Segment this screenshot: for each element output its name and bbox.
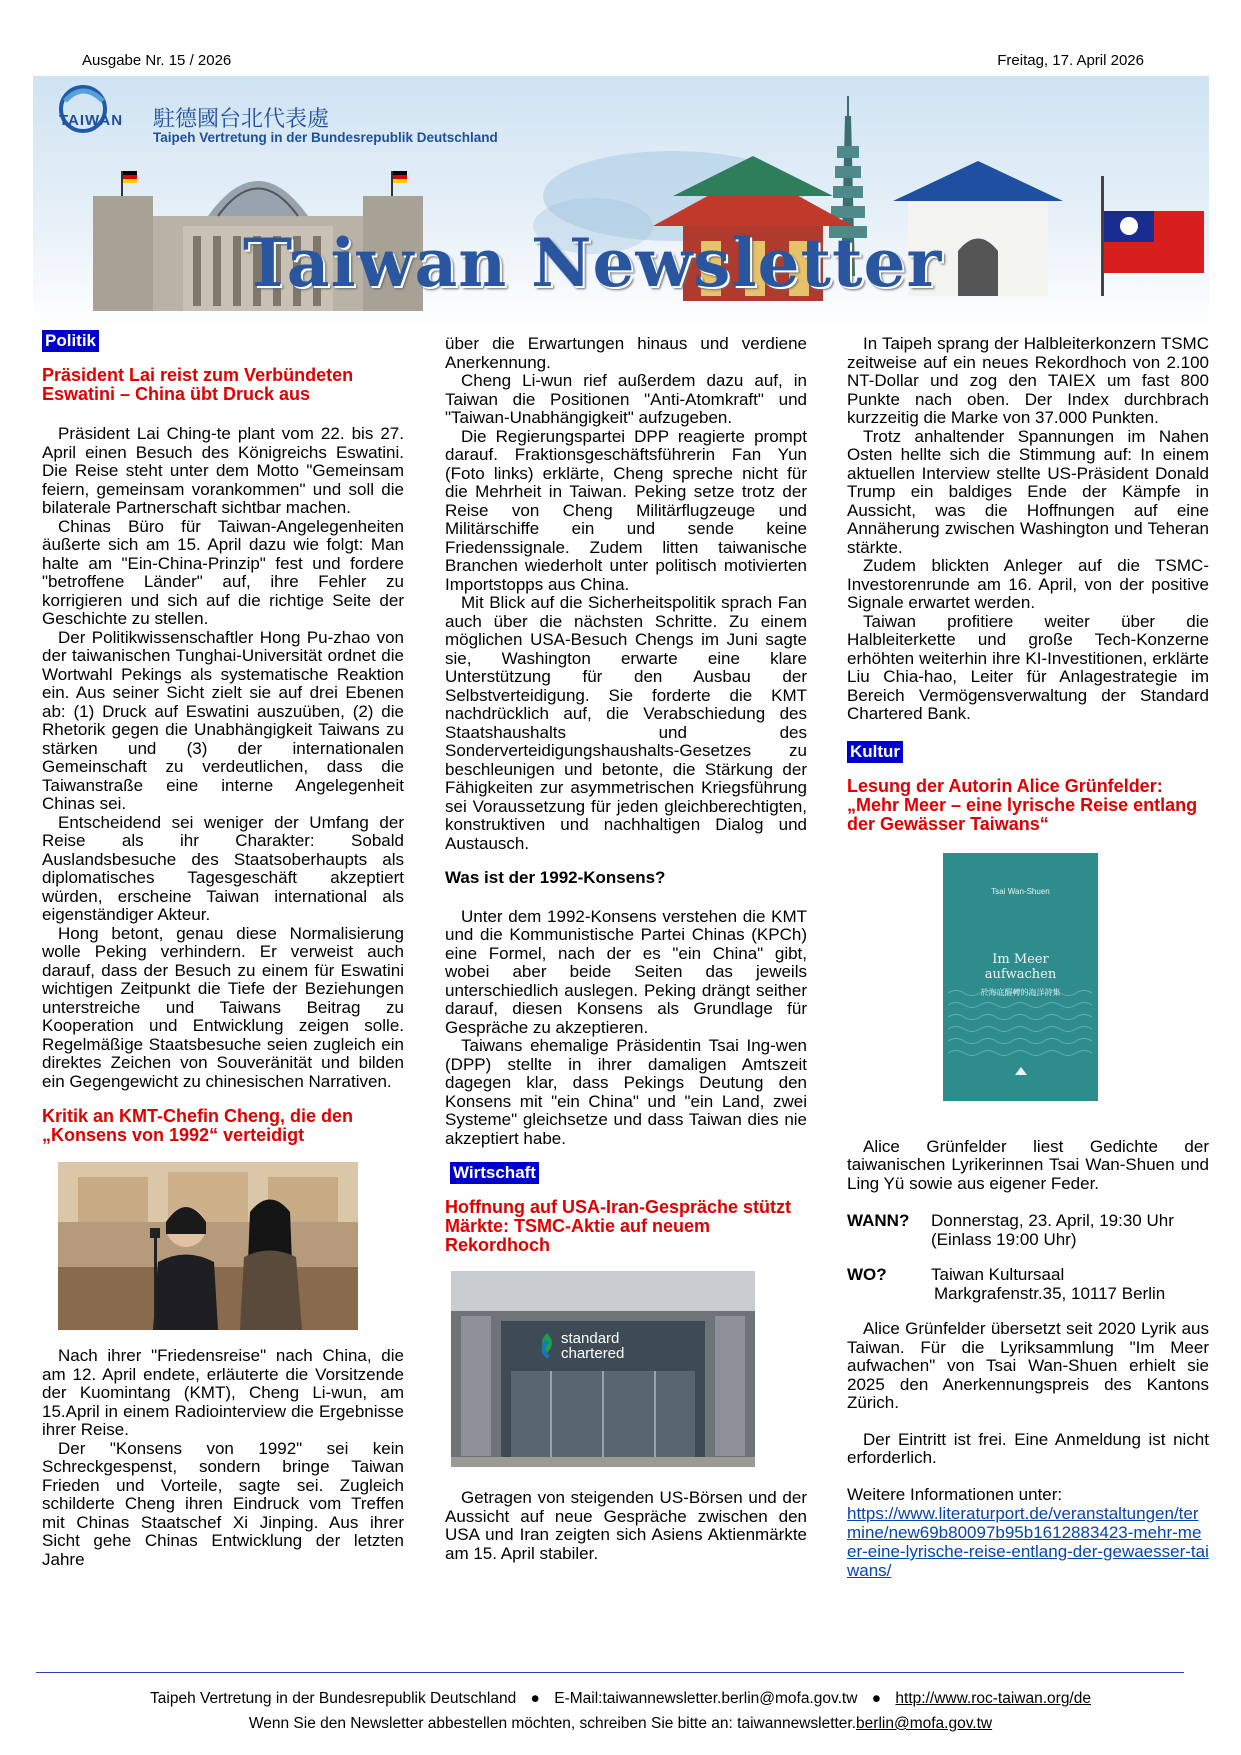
unsubscribe-text: Wenn Sie den Newsletter abbestellen möchten, schreiben Sie bitte an: taiwannewsletter. (248, 1715, 857, 1732)
footer-divider (36, 1672, 1184, 1673)
photo-building-drawing (451, 1271, 755, 1467)
when-value: Donnerstag, 23. April, 19:30 Uhr (931, 1211, 1174, 1230)
paragraph: Hong betont, genau diese Normalisierung wolle Peking verhindern. Er verweist auch darauf, dass der Besuch zu einem für Eswatini wichtigen Zeitpunkt die Tiefe der Beziehungen unterstreiche und Taiwans Beitrag zu Kooperation und Entwicklung zeigen solle. Regelmäßige Staatsbesuche seien zugleich ein direktes Zeichen von Souveränität und bilden ein Gegengewicht zu chinesischen Narrativen. (42, 923, 404, 1091)
section-label-politik: Politik (42, 330, 99, 352)
column-3 (847, 330, 1209, 1580)
paragraph: Getragen von steigenden US-Börsen und der Aussicht auf neue Gespräche zwischen den USA und Iran zeigten sich Asiens Aktienmärkte am 15. April stabiler. (445, 1488, 807, 1563)
paragraph: Zudem blickten Anleger auf die TSMC-Investorenrunde am 16. April, von der positive Signale erwartet werden. (847, 556, 1209, 612)
paragraph: Taiwan profitiere weiter über die Halbleiterkette und große Tech-Konzerne erhöhten weiterhin ihre KI-Investitionen, erklärte Liu Chia-hao, Leiter für Anlagestrategie im Bereich Vermögensverwaltung der Standard Chartered Bank. (847, 611, 1209, 723)
column-2 (445, 330, 807, 1563)
bank-sign: standard chartered (561, 1330, 625, 1362)
paragraph: über die Erwartungen hinaus und verdiene Anerkennung. (445, 334, 807, 372)
issue-date: Freitag, 17. April 2026 (997, 52, 1144, 69)
event-when (847, 1211, 1209, 1230)
newsletter-banner (33, 76, 1209, 328)
headline-kmt-cheng: Kritik an KMT-Chefin Cheng, die den „Konsens von 1992“ verteidigt (42, 1106, 354, 1145)
paragraph: Mit Blick auf die Sicherheitspolitik sprach Fan auch über die nächsten Schritte. Zu einem möglichen USA-Besuch Chengs im Juni sagte sie, Washington erwarte eine klare Unterstützung für den Ausbau der Selbstverteidigung. Sie forderte die KMT nachdrücklich auf, die Verabschiedung des Staatshaushalts und des Sonderverteidigungshaushalts-Gesetzes zu beschleunigen und betonte, die Stärkung der Fähigkeiten zur asymmetrischen Kriegsführung sei Voraussetzung für jeden gleichberechtigten, konstruktiven und nachhaltigen Dialog und Austausch. (445, 593, 807, 853)
where-address: Markgrafenstr.35, 10117 Berlin (934, 1284, 1166, 1303)
book-subtitle-cn: 於海底醒轉的海洋詩集 (980, 987, 1061, 997)
section-label-kultur: Kultur (847, 741, 903, 763)
photo-standard-chartered (451, 1271, 755, 1467)
footer-org: Taipeh Vertretung in der Bundesrepublik Deutschland (150, 1690, 517, 1707)
subhead-1992-konsens: Was ist der 1992-Konsens? (445, 868, 666, 887)
paragraph: Der Politikwissenschaftler Hong Pu-zhao von der taiwanischen Tunghai-Universität ordnet die Wortwahl Pekings als systematische Reaktion ein. Aus seiner Sicht zielt sie auf drei Ebenen ab: (1) Druck auf Eswatini auszuüben, (2) die Rhetorik gegen die Unabhängigkeit Taiwans zu stärken und (3) der internationalen Gemeinschaft zu verdeutlichen, dass die Taiwanstraße eine interne Angelegenheit Chinas sei. (42, 627, 404, 813)
footer-email[interactable]: E-Mail:taiwannewsletter.berlin@mofa.gov.tw (554, 1690, 858, 1707)
section-label-wirtschaft: Wirtschaft (450, 1162, 539, 1184)
paragraph: Alice Grünfelder übersetzt seit 2020 Lyrik aus Taiwan. Für die Lyriksammlung "Im Meer aufwachen" von Tsai Wan-Shuen erhielt sie 2025 den Anerkennungspreis des Kantons Zürich. (847, 1319, 1209, 1412)
paragraph: Nach ihrer "Friedensreise" nach China, die am 12. April endete, erläuterte die Vorsitzende der Kuomintang (KMT), Cheng Li-wun, am 15.April in einem Radiointerview die Ergebnisse ihrer Reise. (42, 1346, 404, 1439)
book-cover (943, 853, 1098, 1101)
paragraph: Chinas Büro für Taiwan-Angelegenheiten äußerte sich am 15. April dazu wie folgt: Man halte am "Ein-China-Prinzip" fest und fordere "betroffene Länder" auf, ihre Fehler zu korrigieren und sich auf die richtige Seite der Geschichte zu stellen. (42, 516, 404, 628)
footer-contact-line (0, 1690, 1241, 1708)
paragraph: Trotz anhaltender Spannungen im Nahen Osten hellte sich die Stimmung auf: In einem aktuellen Interview stellte US-Präsident Donald Trump ein baldiges Ende der Kämpfe in Aussicht, was die Hoffnungen auf eine Annäherung zwischen Washington und Teheran stärkte. (847, 426, 1209, 557)
paragraph: Der Eintritt ist frei. Eine Anmeldung ist nicht erforderlich. (847, 1429, 1209, 1467)
paragraph: Präsident Lai Ching-te plant vom 22. bis 27. April einen Besuch des Königreichs Eswatini. Die Reise steht unter dem Motto "Gemeinsam feiern, gemeinsam vorankommen" und soll die bilaterale Partnerschaft sichtbar machen. (42, 424, 404, 517)
bullet-icon: ● (530, 1690, 540, 1707)
paragraph: Entscheidend sei weniger der Umfang der Reise als ihr Charakter: Sobald Auslandsbesuche des Staatsoberhaupts als diplomatisches Tagesgeschäft akzeptiert würden, erscheine Taiwan international als eigenständiger Akteur. (42, 812, 404, 924)
issue-number: Ausgabe Nr. 15 / 2026 (82, 52, 232, 69)
book-title-line1: Im Meer (992, 951, 1049, 967)
book-author: Tsai Wan-Shuen (991, 886, 1050, 896)
paragraph: Die Regierungspartei DPP reagierte prompt darauf. Fraktionsgeschäftsführerin Fan Yun (Foto links) erklärte, Cheng spreche nicht für die Mehrheit in Taiwan. Peking setze trotz der Reise von Cheng Militärflugzeuge und Militärschiffe ein und sende keine Friedenssignale. Zudem litten taiwanische Branchen wiederholt unter politisch motivierten Importstopps aus China. (445, 426, 807, 594)
paragraph: Der "Konsens von 1992" sei kein Schreckgespenst, sondern bringe Taiwan Frieden und Vorteile, sagte sei. Zugleich schilderte Cheng ihren Eindruck vom Treffen mit Chinas Staatschef Xi Jinping. Aus ihrer Sicht gehe Chinas Entwicklung der letzten Jahre (42, 1438, 404, 1569)
event-where (847, 1265, 1209, 1284)
headline-lesung-gruenfelder: Lesung der Autorin Alice Grünfelder: „Mehr Meer – eine lyrische Reise entlang der Gewässer Taiwans“ (847, 775, 1198, 834)
event-link[interactable]: https://www.literaturport.de/veranstaltungen/termine/new69b80097b95b1612883423-mehr-meer-eine-lyrische-reise-entlang-der-gewaesser-taiwans/ (847, 1504, 1209, 1580)
office-chinese-title: 駐德國台北代表處 (153, 107, 330, 132)
headline-lai-eswatini: Präsident Lai reist zum Verbündeten Eswatini – China übt Druck aus (42, 365, 354, 404)
paragraph: Unter dem 1992-Konsens verstehen die KMT und die Kommunistische Partei Chinas (KPCh) eine Formel, nach der es "ein China" gibt, wobei aber beide Seiten das jeweils unterschiedlich auslegen. Peking drängt seither darauf, diesen Konsens als Grundlage für Gespräche zu akzeptieren. (445, 906, 807, 1037)
paragraph: In Taipeh sprang der Halbleiterkonzern TSMC zeitweise auf ein neues Rekordhoch von 2.100 NT-Dollar und zog den TAIEX um fast 800 Punkte nach oben. Der Index durchbrach kurzzeitig die Marke von 37.000 Punkten. (847, 334, 1209, 427)
bullet-icon: ● (871, 1690, 882, 1707)
paragraph: Cheng Li-wun rief außerdem dazu auf, in Taiwan die Positionen "Anti-Atomkraft" und "Taiwan-Unabhängigkeit" aufzugeben. (445, 371, 807, 427)
when-note: (Einlass 19:00 Uhr) (931, 1230, 1077, 1249)
footer-unsubscribe-line (0, 1715, 1241, 1733)
photo-cheng-li-wun (58, 1162, 358, 1330)
headline-tsmc-record: Hoffnung auf USA-Iran-Gespräche stützt Märkte: TSMC-Aktie auf neuem Rekordhoch (445, 1197, 792, 1255)
when-label: WANN? (847, 1211, 910, 1230)
where-label: WO? (847, 1265, 887, 1284)
column-1 (42, 330, 404, 1569)
book-title-line2: aufwachen (984, 966, 1057, 982)
newsletter-title: Taiwan Newsletter (243, 224, 943, 302)
where-value: Taiwan Kultursaal (931, 1265, 1065, 1284)
event-intro: Alice Grünfelder liest Gedichte der taiwanischen Lyrikerinnen Tsai Wan-Shuen und Ling Yü sowie aus eigener Feder. (847, 1136, 1209, 1193)
footer-website-link[interactable]: http://www.roc-taiwan.org/de (895, 1690, 1091, 1707)
unsubscribe-email-link[interactable]: berlin@mofa.gov.tw (856, 1715, 993, 1732)
more-info-label: Weitere Informationen unter: (847, 1484, 1063, 1504)
paragraph: Taiwans ehemalige Präsidentin Tsai Ing-wen (DPP) stellte in ihrer damaligen Amtszeit dagegen klar, dass Pekings Deutung den Konsens mit "ein China" und "ein Land, zwei Systeme" gleichsetze und dass Taiwan dies nie akzeptiert habe. (445, 1036, 807, 1148)
office-subtitle: Taipeh Vertretung in der Bundesrepublik Deutschland (153, 130, 498, 145)
logo-text: TAIWAN (59, 112, 124, 129)
